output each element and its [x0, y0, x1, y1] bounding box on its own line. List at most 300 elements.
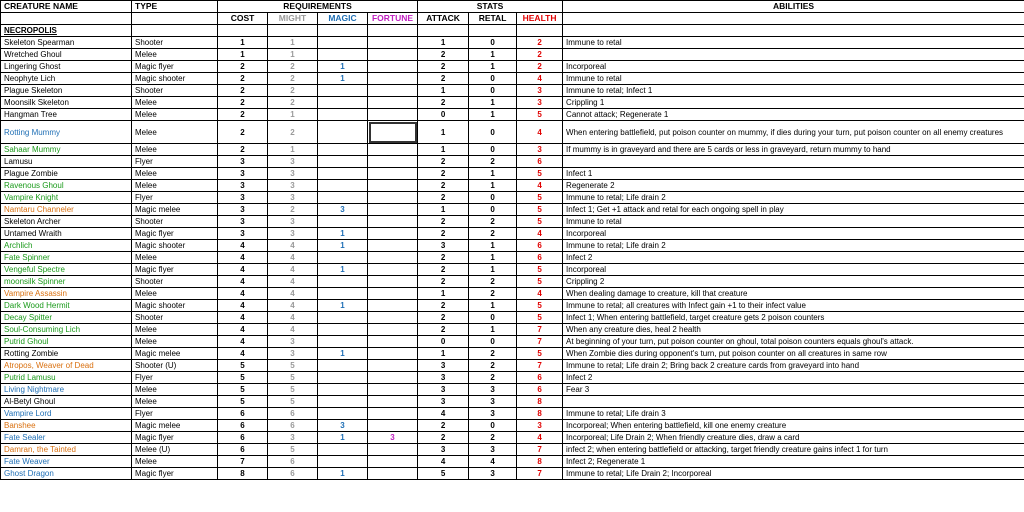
cell-magic[interactable]: 1: [318, 73, 368, 85]
cell-attack[interactable]: 2: [418, 252, 469, 264]
cell-retal[interactable]: 4: [469, 456, 517, 468]
cell-magic[interactable]: 1: [318, 228, 368, 240]
cell-magic[interactable]: [318, 360, 368, 372]
cell-magic[interactable]: [318, 156, 368, 168]
table-row[interactable]: [1, 168, 1024, 180]
cell-retal[interactable]: 3: [469, 468, 517, 480]
cell-abilities[interactable]: Immune to retal: [563, 37, 1024, 49]
cell-might[interactable]: 3: [268, 228, 318, 240]
cell-might[interactable]: 4: [268, 300, 318, 312]
cell-fortune[interactable]: [368, 456, 418, 468]
cell-health[interactable]: 8: [517, 408, 563, 420]
cell-abilities[interactable]: Incorporeal: [563, 264, 1024, 276]
cell-type[interactable]: Magic flyer: [132, 61, 218, 73]
cell-magic[interactable]: 1: [318, 300, 368, 312]
table-row[interactable]: [1, 216, 1024, 228]
cell-cost[interactable]: 4: [218, 312, 268, 324]
cell-attack[interactable]: 5: [418, 468, 469, 480]
cell-magic[interactable]: [318, 37, 368, 49]
cell-cost[interactable]: 4: [218, 288, 268, 300]
cell-magic[interactable]: [318, 252, 368, 264]
cell-attack[interactable]: 2: [418, 324, 469, 336]
cell-magic[interactable]: 3: [318, 420, 368, 432]
cell-cost[interactable]: 2: [218, 144, 268, 156]
table-row[interactable]: [1, 228, 1024, 240]
cell-name[interactable]: Al-Betyl Ghoul: [1, 396, 132, 408]
cell-abilities[interactable]: Immune to retal: [563, 73, 1024, 85]
table-row[interactable]: [1, 192, 1024, 204]
cell-cost[interactable]: 6: [218, 444, 268, 456]
cell-magic[interactable]: [318, 97, 368, 109]
cell-might[interactable]: 1: [268, 144, 318, 156]
cell-health[interactable]: 5: [517, 276, 563, 288]
table-row[interactable]: [1, 97, 1024, 109]
cell-name[interactable]: Fate Weaver: [1, 456, 132, 468]
cell-magic[interactable]: [318, 408, 368, 420]
cell-type[interactable]: Melee: [132, 168, 218, 180]
cell-might[interactable]: 5: [268, 360, 318, 372]
cell-might[interactable]: 3: [268, 336, 318, 348]
cell-abilities[interactable]: Immune to retal; Life drain 2: [563, 240, 1024, 252]
cell-might[interactable]: 3: [268, 348, 318, 360]
table-row[interactable]: [1, 432, 1024, 444]
cell-retal[interactable]: 1: [469, 109, 517, 121]
cell-health[interactable]: 7: [517, 468, 563, 480]
cell-attack[interactable]: 4: [418, 408, 469, 420]
cell-health[interactable]: 2: [517, 49, 563, 61]
cell-fortune[interactable]: [368, 73, 418, 85]
cell-name[interactable]: Moonsilk Skeleton: [1, 97, 132, 109]
cell-cost[interactable]: 3: [218, 192, 268, 204]
cell-cost[interactable]: 2: [218, 73, 268, 85]
cell-magic[interactable]: [318, 312, 368, 324]
table-row[interactable]: [1, 121, 1024, 144]
cell-abilities[interactable]: Regenerate 2: [563, 180, 1024, 192]
table-row[interactable]: [1, 85, 1024, 97]
cell-cost[interactable]: 3: [218, 168, 268, 180]
table-row[interactable]: [1, 276, 1024, 288]
cell-health[interactable]: 5: [517, 109, 563, 121]
cell-retal[interactable]: 2: [469, 216, 517, 228]
cell-cost[interactable]: 5: [218, 396, 268, 408]
cell-fortune[interactable]: [368, 288, 418, 300]
cell-retal[interactable]: 1: [469, 180, 517, 192]
cell-fortune[interactable]: [368, 420, 418, 432]
table-row[interactable]: [1, 372, 1024, 384]
cell-name[interactable]: Banshee: [1, 420, 132, 432]
cell-name[interactable]: Namtaru Channeler: [1, 204, 132, 216]
cell-retal[interactable]: 1: [469, 240, 517, 252]
cell-name[interactable]: Soul-Consuming Lich: [1, 324, 132, 336]
cell-health[interactable]: 7: [517, 444, 563, 456]
cell-cost[interactable]: 8: [218, 468, 268, 480]
cell-cost[interactable]: 5: [218, 384, 268, 396]
cell-type[interactable]: Melee: [132, 456, 218, 468]
cell-health[interactable]: 5: [517, 264, 563, 276]
table-row[interactable]: [1, 456, 1024, 468]
cell-magic[interactable]: [318, 168, 368, 180]
cell-type[interactable]: Magic melee: [132, 348, 218, 360]
cell-might[interactable]: 2: [268, 73, 318, 85]
cell-might[interactable]: 6: [268, 456, 318, 468]
cell-type[interactable]: Shooter: [132, 312, 218, 324]
cell-might[interactable]: 2: [268, 204, 318, 216]
cell-name[interactable]: Neophyte Lich: [1, 73, 132, 85]
cell-type[interactable]: Magic flyer: [132, 228, 218, 240]
table-row[interactable]: [1, 156, 1024, 168]
table-row[interactable]: [1, 384, 1024, 396]
cell-might[interactable]: 1: [268, 49, 318, 61]
cell-retal[interactable]: 1: [469, 324, 517, 336]
cell-fortune[interactable]: [368, 180, 418, 192]
cell-health[interactable]: 4: [517, 288, 563, 300]
cell-type[interactable]: Shooter: [132, 85, 218, 97]
cell-magic[interactable]: [318, 444, 368, 456]
cell-cost[interactable]: 4: [218, 300, 268, 312]
cell-attack[interactable]: 2: [418, 300, 469, 312]
cell-fortune[interactable]: [368, 228, 418, 240]
cell-cost[interactable]: 3: [218, 204, 268, 216]
cell-magic[interactable]: 1: [318, 468, 368, 480]
cell-cost[interactable]: 2: [218, 61, 268, 73]
cell-retal[interactable]: 0: [469, 336, 517, 348]
cell-health[interactable]: 6: [517, 252, 563, 264]
cell-attack[interactable]: 1: [418, 348, 469, 360]
cell-name[interactable]: Sahaar Mummy: [1, 144, 132, 156]
cell-name[interactable]: Skeleton Archer: [1, 216, 132, 228]
cell-retal[interactable]: 2: [469, 288, 517, 300]
cell-abilities[interactable]: Crippling 1: [563, 97, 1024, 109]
cell-cost[interactable]: 4: [218, 276, 268, 288]
cell-attack[interactable]: 1: [418, 37, 469, 49]
cell-type[interactable]: Shooter: [132, 276, 218, 288]
cell-cost[interactable]: 3: [218, 228, 268, 240]
cell-retal[interactable]: 1: [469, 264, 517, 276]
table-row[interactable]: [1, 288, 1024, 300]
cell-name[interactable]: Putrid Lamusu: [1, 372, 132, 384]
cell-retal[interactable]: 0: [469, 121, 517, 144]
cell-magic[interactable]: [318, 288, 368, 300]
cell-retal[interactable]: 3: [469, 396, 517, 408]
cell-fortune[interactable]: [368, 61, 418, 73]
cell-name[interactable]: Living Nightmare: [1, 384, 132, 396]
cell-magic[interactable]: [318, 121, 368, 144]
cell-fortune[interactable]: [368, 348, 418, 360]
cell-fortune[interactable]: [368, 360, 418, 372]
cell-cost[interactable]: 1: [218, 37, 268, 49]
cell-cost[interactable]: 4: [218, 252, 268, 264]
cell-might[interactable]: 4: [268, 276, 318, 288]
cell-attack[interactable]: 3: [418, 360, 469, 372]
cell-might[interactable]: 3: [268, 156, 318, 168]
cell-type[interactable]: Melee: [132, 384, 218, 396]
cell-retal[interactable]: 0: [469, 420, 517, 432]
cell-abilities[interactable]: Infect 2; Regenerate 1: [563, 456, 1024, 468]
table-row[interactable]: [1, 444, 1024, 456]
table-row[interactable]: [1, 180, 1024, 192]
cell-health[interactable]: 6: [517, 156, 563, 168]
cell-attack[interactable]: 0: [418, 109, 469, 121]
cell-might[interactable]: 6: [268, 468, 318, 480]
cell-retal[interactable]: 1: [469, 300, 517, 312]
cell-magic[interactable]: [318, 144, 368, 156]
cell-type[interactable]: Melee: [132, 252, 218, 264]
cell-abilities[interactable]: [563, 156, 1024, 168]
cell-retal[interactable]: 2: [469, 372, 517, 384]
cell-fortune[interactable]: [368, 312, 418, 324]
cell-cost[interactable]: 2: [218, 97, 268, 109]
cell-abilities[interactable]: When Zombie dies during opponent's turn, put poison counter on all creatures in same row: [563, 348, 1024, 360]
cell-might[interactable]: 4: [268, 264, 318, 276]
cell-fortune[interactable]: [368, 97, 418, 109]
cell-health[interactable]: 4: [517, 432, 563, 444]
cell-retal[interactable]: 3: [469, 384, 517, 396]
cell-cost[interactable]: 2: [218, 109, 268, 121]
cell-magic[interactable]: 1: [318, 264, 368, 276]
cell-magic[interactable]: 3: [318, 204, 368, 216]
cell-health[interactable]: 6: [517, 372, 563, 384]
cell-retal[interactable]: 0: [469, 204, 517, 216]
cell-might[interactable]: 1: [268, 109, 318, 121]
cell-attack[interactable]: 2: [418, 216, 469, 228]
table-row[interactable]: [1, 396, 1024, 408]
cell-name[interactable]: Ravenous Ghoul: [1, 180, 132, 192]
cell-name[interactable]: Untamed Wraith: [1, 228, 132, 240]
cell-health[interactable]: 4: [517, 121, 563, 144]
cell-name[interactable]: Damran, the Tainted: [1, 444, 132, 456]
cell-name[interactable]: moonsilk Spinner: [1, 276, 132, 288]
cell-magic[interactable]: [318, 216, 368, 228]
cell-might[interactable]: 3: [268, 180, 318, 192]
cell-magic[interactable]: 1: [318, 240, 368, 252]
cell-cost[interactable]: 2: [218, 121, 268, 144]
cell-name[interactable]: Fate Spinner: [1, 252, 132, 264]
cell-name[interactable]: Plague Zombie: [1, 168, 132, 180]
cell-attack[interactable]: 1: [418, 121, 469, 144]
cell-might[interactable]: 3: [268, 168, 318, 180]
cell-health[interactable]: 6: [517, 384, 563, 396]
cell-fortune[interactable]: [368, 168, 418, 180]
cell-magic[interactable]: [318, 180, 368, 192]
cell-fortune[interactable]: [368, 85, 418, 97]
cell-name[interactable]: Vampire Knight: [1, 192, 132, 204]
cell-fortune[interactable]: [368, 468, 418, 480]
cell-type[interactable]: Magic shooter: [132, 73, 218, 85]
cell-retal[interactable]: 2: [469, 228, 517, 240]
cell-health[interactable]: 5: [517, 312, 563, 324]
cell-health[interactable]: 2: [517, 37, 563, 49]
cell-type[interactable]: Flyer: [132, 156, 218, 168]
cell-fortune[interactable]: 3: [368, 432, 418, 444]
cell-name[interactable]: Rotting Zombie: [1, 348, 132, 360]
cell-might[interactable]: 5: [268, 372, 318, 384]
cell-cost[interactable]: 4: [218, 264, 268, 276]
cell-cost[interactable]: 3: [218, 216, 268, 228]
cell-attack[interactable]: 3: [418, 396, 469, 408]
cell-retal[interactable]: 1: [469, 168, 517, 180]
cell-type[interactable]: Melee: [132, 97, 218, 109]
cell-name[interactable]: Lingering Ghost: [1, 61, 132, 73]
cell-fortune[interactable]: [368, 276, 418, 288]
table-row[interactable]: [1, 336, 1024, 348]
cell-retal[interactable]: 2: [469, 432, 517, 444]
cell-name[interactable]: Vengeful Spectre: [1, 264, 132, 276]
cell-type[interactable]: Melee: [132, 324, 218, 336]
cell-magic[interactable]: 1: [318, 61, 368, 73]
cell-health[interactable]: 3: [517, 144, 563, 156]
cell-type[interactable]: Melee: [132, 396, 218, 408]
cell-type[interactable]: Melee: [132, 109, 218, 121]
cell-magic[interactable]: [318, 396, 368, 408]
cell-cost[interactable]: 5: [218, 372, 268, 384]
cell-magic[interactable]: [318, 49, 368, 61]
table-row[interactable]: [1, 61, 1024, 73]
cell-cost[interactable]: 4: [218, 240, 268, 252]
cell-retal[interactable]: 0: [469, 85, 517, 97]
cell-type[interactable]: Shooter (U): [132, 360, 218, 372]
cell-attack[interactable]: 3: [418, 444, 469, 456]
cell-type[interactable]: Melee: [132, 121, 218, 144]
cell-name[interactable]: Wretched Ghoul: [1, 49, 132, 61]
cell-abilities[interactable]: Immune to retal: [563, 216, 1024, 228]
cell-health[interactable]: 4: [517, 180, 563, 192]
cell-magic[interactable]: [318, 276, 368, 288]
cell-retal[interactable]: 1: [469, 61, 517, 73]
cell-abilities[interactable]: Incorporeal; When entering battlefield, kill one enemy creature: [563, 420, 1024, 432]
cell-might[interactable]: 3: [268, 432, 318, 444]
cell-abilities[interactable]: Incorporeal: [563, 61, 1024, 73]
table-row[interactable]: [1, 348, 1024, 360]
cell-abilities[interactable]: Incorporeal; Life Drain 2; When friendly creature dies, draw a card: [563, 432, 1024, 444]
cell-might[interactable]: 2: [268, 121, 318, 144]
cell-fortune[interactable]: [368, 49, 418, 61]
cell-type[interactable]: Melee: [132, 180, 218, 192]
cell-attack[interactable]: 3: [418, 240, 469, 252]
cell-name[interactable]: Archlich: [1, 240, 132, 252]
cell-abilities[interactable]: Cannot attack; Regenerate 1: [563, 109, 1024, 121]
cell-retal[interactable]: 1: [469, 49, 517, 61]
table-row[interactable]: [1, 37, 1024, 49]
cell-health[interactable]: 7: [517, 336, 563, 348]
cell-health[interactable]: 5: [517, 300, 563, 312]
cell-abilities[interactable]: Infect 1; Get +1 attack and retal for each ongoing spell in play: [563, 204, 1024, 216]
cell-fortune[interactable]: [368, 109, 418, 121]
cell-retal[interactable]: 0: [469, 192, 517, 204]
cell-type[interactable]: Melee: [132, 144, 218, 156]
cell-type[interactable]: Magic melee: [132, 420, 218, 432]
table-row[interactable]: [1, 240, 1024, 252]
cell-cost[interactable]: 2: [218, 85, 268, 97]
cell-might[interactable]: 4: [268, 324, 318, 336]
cell-might[interactable]: 2: [268, 61, 318, 73]
cell-abilities[interactable]: When dealing damage to creature, kill that creature: [563, 288, 1024, 300]
cell-health[interactable]: 8: [517, 456, 563, 468]
cell-attack[interactable]: 0: [418, 336, 469, 348]
cell-retal[interactable]: 3: [469, 444, 517, 456]
cell-retal[interactable]: 2: [469, 348, 517, 360]
cell-health[interactable]: 5: [517, 348, 563, 360]
cell-retal[interactable]: 0: [469, 37, 517, 49]
cell-attack[interactable]: 2: [418, 180, 469, 192]
cell-cost[interactable]: 6: [218, 408, 268, 420]
cell-fortune[interactable]: [368, 121, 418, 144]
table-row[interactable]: [1, 300, 1024, 312]
cell-name[interactable]: Rotting Mummy: [1, 121, 132, 144]
cell-type[interactable]: Shooter: [132, 216, 218, 228]
cell-cost[interactable]: 7: [218, 456, 268, 468]
cell-health[interactable]: 5: [517, 216, 563, 228]
cell-fortune[interactable]: [368, 216, 418, 228]
cell-abilities[interactable]: [563, 49, 1024, 61]
cell-retal[interactable]: 2: [469, 360, 517, 372]
cell-fortune[interactable]: [368, 264, 418, 276]
table-row[interactable]: [1, 109, 1024, 121]
cell-attack[interactable]: 1: [418, 144, 469, 156]
cell-attack[interactable]: 1: [418, 204, 469, 216]
cell-health[interactable]: 8: [517, 396, 563, 408]
cell-fortune[interactable]: [368, 37, 418, 49]
cell-fortune[interactable]: [368, 396, 418, 408]
cell-cost[interactable]: 4: [218, 324, 268, 336]
cell-type[interactable]: Melee: [132, 49, 218, 61]
cell-attack[interactable]: 2: [418, 432, 469, 444]
cell-might[interactable]: 5: [268, 444, 318, 456]
cell-attack[interactable]: 1: [418, 85, 469, 97]
cell-fortune[interactable]: [368, 324, 418, 336]
cell-cost[interactable]: 5: [218, 360, 268, 372]
cell-attack[interactable]: 1: [418, 288, 469, 300]
cell-might[interactable]: 4: [268, 288, 318, 300]
cell-health[interactable]: 3: [517, 97, 563, 109]
cell-cost[interactable]: 4: [218, 336, 268, 348]
cell-attack[interactable]: 2: [418, 168, 469, 180]
cell-fortune[interactable]: [368, 384, 418, 396]
cell-magic[interactable]: [318, 192, 368, 204]
cell-retal[interactable]: 1: [469, 97, 517, 109]
cell-might[interactable]: 4: [268, 312, 318, 324]
cell-retal[interactable]: 0: [469, 312, 517, 324]
cell-might[interactable]: 3: [268, 216, 318, 228]
table-row[interactable]: [1, 204, 1024, 216]
cell-type[interactable]: Shooter: [132, 37, 218, 49]
cell-attack[interactable]: 3: [418, 384, 469, 396]
cell-health[interactable]: 6: [517, 240, 563, 252]
cell-abilities[interactable]: Incorporeal: [563, 228, 1024, 240]
cell-attack[interactable]: 2: [418, 192, 469, 204]
cell-health[interactable]: 4: [517, 73, 563, 85]
cell-health[interactable]: 3: [517, 85, 563, 97]
cell-attack[interactable]: 2: [418, 49, 469, 61]
cell-abilities[interactable]: When entering battlefield, put poison counter on mummy, if dies during your turn, put poison counter on all enemy creatures: [563, 121, 1024, 144]
cell-name[interactable]: Decay Spitter: [1, 312, 132, 324]
cell-abilities[interactable]: Crippling 2: [563, 276, 1024, 288]
cell-magic[interactable]: [318, 85, 368, 97]
cell-attack[interactable]: 2: [418, 420, 469, 432]
cell-fortune[interactable]: [368, 336, 418, 348]
cell-abilities[interactable]: Immune to retal; Life drain 2; Bring back 2 creature cards from graveyard into hand: [563, 360, 1024, 372]
cell-name[interactable]: Putrid Ghoul: [1, 336, 132, 348]
cell-attack[interactable]: 2: [418, 73, 469, 85]
cell-type[interactable]: Melee: [132, 288, 218, 300]
cell-attack[interactable]: 2: [418, 228, 469, 240]
cell-retal[interactable]: 2: [469, 156, 517, 168]
cell-magic[interactable]: [318, 384, 368, 396]
table-row[interactable]: [1, 360, 1024, 372]
cell-health[interactable]: 7: [517, 324, 563, 336]
cell-magic[interactable]: [318, 109, 368, 121]
cell-fortune[interactable]: [368, 252, 418, 264]
cell-type[interactable]: Magic flyer: [132, 432, 218, 444]
